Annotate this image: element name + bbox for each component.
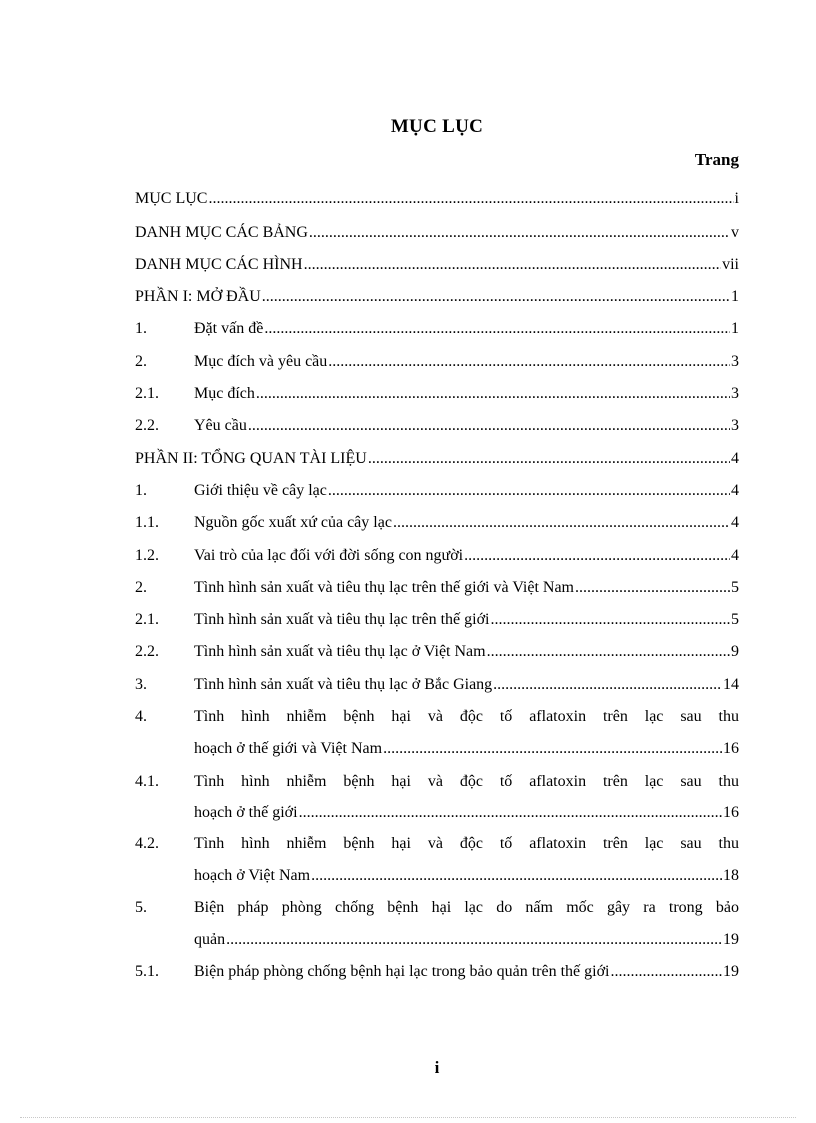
toc-entry-number: 4. [135, 708, 147, 725]
toc-entry-label-line2: hoạch ở thế giới [194, 804, 298, 821]
toc-entry-label: PHẦN I: MỞ ĐẦU [135, 288, 261, 305]
toc-entry-page: 18 [723, 867, 739, 884]
dot-leader [328, 351, 730, 373]
toc-entry-page: 16 [723, 740, 739, 757]
toc-entry-page: 3 [731, 385, 739, 402]
toc-entry-label: Biện pháp phòng chống bệnh hại lạc trong bảo quản trên thế giới [194, 963, 610, 980]
toc-entry-label: DANH MỤC CÁC HÌNH [135, 256, 303, 273]
toc-entry-page: 4 [731, 450, 739, 467]
toc-entry-5-bien-phap[interactable] [135, 897, 739, 951]
toc-entry-label-line2: hoạch ở Việt Nam [194, 867, 311, 884]
toc-entry-page: 1 [731, 288, 739, 305]
toc-entry-2-1-the-gioi[interactable] [135, 609, 739, 631]
toc-entry-label-line1: Tình hình nhiễm bệnh hại và độc tố aflatoxin trên lạc sau thu [194, 835, 739, 852]
toc-entry-page: 4 [731, 547, 739, 564]
dot-leader [311, 865, 722, 887]
toc-entry-1-2-vai-tro[interactable] [135, 545, 739, 567]
toc-entry-label: Tình hình sản xuất và tiêu thụ lạc ở Việt Nam [194, 643, 486, 660]
toc-entry-number: 2.2. [135, 643, 159, 660]
toc-entry-number: 5. [135, 899, 147, 916]
dot-leader [464, 545, 730, 567]
toc-entry-phan-2[interactable] [135, 448, 739, 470]
toc-entry-3-bac-giang[interactable] [135, 674, 739, 696]
dot-leader [493, 674, 722, 696]
dot-leader [264, 318, 730, 340]
dot-leader [393, 512, 730, 534]
toc-entry-page: 4 [731, 514, 739, 531]
dot-leader [575, 577, 730, 599]
toc-entry-5-1-bien-phap-the-gioi[interactable] [135, 961, 739, 983]
page-column-heading: Trang [694, 150, 739, 169]
toc-entry-page: vii [722, 256, 739, 273]
dot-leader [491, 609, 731, 631]
dot-leader [256, 383, 730, 405]
toc-entry-number: 2.1. [135, 611, 159, 628]
toc-entry-label-line1: Biện pháp phòng chống bệnh hại lạc do nấm mốc gây ra trong bảo [194, 899, 739, 916]
toc-entry-page: 1 [731, 320, 739, 337]
toc-entry-1-gioi-thieu[interactable] [135, 480, 739, 502]
dot-leader [487, 641, 730, 663]
toc-entry-number: 2. [135, 579, 147, 596]
toc-entry-number: 2. [135, 353, 147, 370]
toc-entry-label: Yêu cầu [194, 417, 247, 434]
page-title: MỤC LỤC [390, 116, 484, 137]
toc-entry-label: Vai trò của lạc đối với đời sống con người [194, 547, 464, 564]
toc-entry-page: 9 [731, 643, 739, 660]
dot-leader [383, 738, 722, 760]
toc-entry-number: 1.2. [135, 547, 159, 564]
dot-leader [368, 448, 730, 470]
toc-entry-label: DANH MỤC CÁC BẢNG [135, 224, 308, 241]
toc-entry-page: 19 [723, 931, 739, 948]
dot-leader [208, 188, 733, 210]
toc-entry-number: 1. [135, 320, 147, 337]
dot-leader [248, 415, 730, 437]
toc-entry-4-nhiem-benh[interactable] [135, 706, 739, 760]
toc-entry-number: 4.1. [135, 773, 159, 790]
dot-leader [304, 254, 722, 276]
toc-entry-2-tinh-hinh[interactable] [135, 577, 739, 599]
toc-entry-label-line1: Tình hình nhiễm bệnh hại và độc tố aflatoxin trên lạc sau thu [194, 708, 739, 725]
toc-entry-2-2-yeu-cau[interactable] [135, 415, 739, 437]
toc-entry-4-2-nhiem-benh-viet-nam[interactable] [135, 833, 739, 887]
toc-entry-number: 1.1. [135, 514, 159, 531]
page-bottom-divider [20, 1117, 796, 1118]
toc-entry-page: 5 [731, 579, 739, 596]
dot-leader [226, 929, 722, 951]
toc-entry-label: Nguồn gốc xuất xứ của cây lạc [194, 514, 392, 531]
toc-entry-label: Đặt vấn đề [194, 320, 264, 337]
toc-entry-label: Mục đích và yêu cầu [194, 353, 328, 370]
toc-entry-label: Tình hình sản xuất và tiêu thụ lạc trên thế giới [194, 611, 490, 628]
toc-entry-1-1-nguon-goc[interactable] [135, 512, 739, 534]
dot-leader [328, 480, 730, 502]
toc-entry-page: i [734, 190, 739, 207]
toc-entry-label-line1: Tình hình nhiễm bệnh hại và độc tố aflatoxin trên lạc sau thu [194, 773, 739, 790]
toc-entry-label: Tình hình sản xuất và tiêu thụ lạc ở Bắc Giang [194, 676, 493, 693]
toc-entry-number: 1. [135, 482, 147, 499]
toc-entry-danh-muc-bang[interactable] [135, 222, 739, 244]
toc-entry-page: 19 [723, 963, 739, 980]
toc-entry-number: 2.1. [135, 385, 159, 402]
toc-entry-page: 5 [731, 611, 739, 628]
dot-leader [610, 961, 722, 983]
toc-entry-page: 3 [731, 353, 739, 370]
toc-entry-4-1-nhiem-benh-the-gioi[interactable] [135, 771, 739, 825]
toc-entry-page: v [731, 224, 739, 241]
toc-entry-number: 5.1. [135, 963, 159, 980]
toc-entry-page: 4 [731, 482, 739, 499]
toc-entry-2-muc-dich-yeu-cau[interactable] [135, 351, 739, 373]
toc-entry-page: 14 [723, 676, 739, 693]
footer-page-number: i [434, 1058, 440, 1077]
toc-entry-label-line2: quản [194, 931, 226, 948]
dot-leader [262, 286, 730, 308]
dot-leader [299, 802, 722, 824]
toc-entry-number: 3. [135, 676, 147, 693]
toc-entry-muc-luc[interactable] [135, 188, 739, 210]
toc-entry-label-line2: hoạch ở thế giới và Việt Nam [194, 740, 383, 757]
toc-entry-label: Mục đích [194, 385, 255, 402]
toc-entry-danh-muc-hinh[interactable] [135, 254, 739, 276]
toc-entry-2-2-viet-nam[interactable] [135, 641, 739, 663]
toc-entry-1-dat-van-de[interactable] [135, 318, 739, 340]
toc-entry-number: 2.2. [135, 417, 159, 434]
toc-entry-label: Giới thiệu về cây lạc [194, 482, 327, 499]
toc-entry-phan-1[interactable] [135, 286, 739, 308]
dot-leader [309, 222, 730, 244]
toc-entry-number: 4.2. [135, 835, 159, 852]
toc-entry-page: 3 [731, 417, 739, 434]
toc-entry-2-1-muc-dich[interactable] [135, 383, 739, 405]
toc-entry-label: Tình hình sản xuất và tiêu thụ lạc trên thế giới và Việt Nam [194, 579, 574, 596]
toc-entry-page: 16 [723, 804, 739, 821]
toc-entry-label: MỤC LỤC [135, 190, 208, 207]
toc-entry-label: PHẦN II: TỔNG QUAN TÀI LIỆU [135, 450, 367, 467]
